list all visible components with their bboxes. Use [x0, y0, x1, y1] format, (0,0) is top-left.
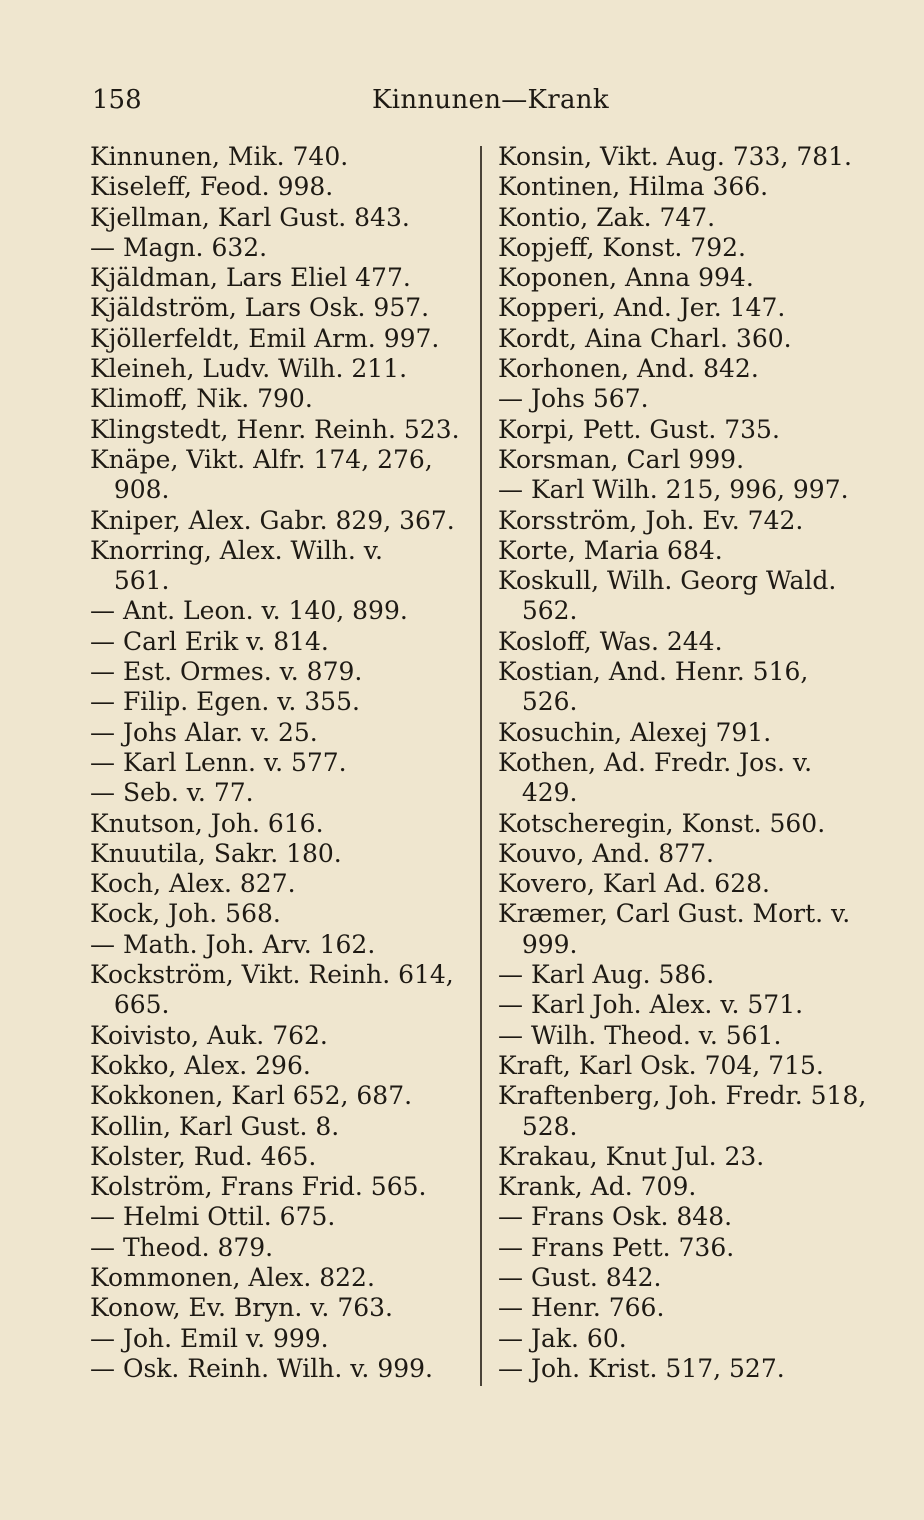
- index-entry: Kosuchin, Alexej 791.: [498, 717, 772, 747]
- index-entry: Knorring, Alex. Wilh. v.: [90, 535, 383, 565]
- index-entry: 526.: [498, 687, 578, 717]
- page-header: [92, 80, 868, 120]
- index-entry: 908.: [90, 475, 170, 505]
- index-entry: Knuutila, Sakr. 180.: [90, 838, 342, 868]
- index-entry: — Seb. v. 77.: [90, 778, 254, 808]
- index-entry: — Joh. Emil v. 999.: [90, 1323, 329, 1353]
- index-entry: Kontio, Zak. 747.: [498, 202, 716, 232]
- left-column: [90, 142, 462, 1384]
- index-entry: Kjäldman, Lars Eliel 477.: [90, 263, 411, 293]
- index-entry: — Math. Joh. Arv. 162.: [90, 929, 376, 959]
- index-entry: Kiseleff, Feod. 998.: [90, 172, 334, 202]
- index-entry: — Jak. 60.: [498, 1323, 627, 1353]
- index-entry: Korte, Maria 684.: [498, 535, 723, 565]
- running-head: Kinnunen—Krank: [372, 85, 609, 115]
- index-entry: Kokkonen, Karl 652, 687.: [90, 1081, 413, 1111]
- index-entry: — Gust. 842.: [498, 1262, 662, 1292]
- index-entry: Kosloff, Was. 244.: [498, 626, 723, 656]
- index-entry: 429.: [498, 778, 578, 808]
- index-entry: Kordt, Aina Charl. 360.: [498, 323, 792, 353]
- index-entry: — Henr. 766.: [498, 1293, 665, 1323]
- column-divider: [480, 146, 482, 1386]
- index-entry: Koponen, Anna 994.: [498, 263, 754, 293]
- index-entry: — Ant. Leon. v. 140, 899.: [90, 596, 408, 626]
- index-entry: Koch, Alex. 827.: [90, 869, 296, 899]
- index-entry: — Wilh. Theod. v. 561.: [498, 1020, 782, 1050]
- index-entry: Knutson, Joh. 616.: [90, 808, 324, 838]
- index-entry: — Magn. 632.: [90, 232, 268, 262]
- index-entry: — Karl Wilh. 215, 996, 997.: [498, 475, 849, 505]
- index-entry: Kopjeff, Konst. 792.: [498, 232, 746, 262]
- index-entry: Kjäldström, Lars Osk. 957.: [90, 293, 430, 323]
- index-entry: — Joh. Krist. 517, 527.: [498, 1353, 785, 1383]
- index-entry: Kock, Joh. 568.: [90, 899, 281, 929]
- index-entry: — Karl Joh. Alex. v. 571.: [498, 990, 804, 1020]
- index-entry: — Filip. Egen. v. 355.: [90, 687, 360, 717]
- index-entry: Koskull, Wilh. Georg Wald.: [498, 566, 837, 596]
- index-entry: Kovero, Karl Ad. 628.: [498, 869, 770, 899]
- index-entry: 528.: [498, 1111, 578, 1141]
- index-entry: — Frans Osk. 848.: [498, 1202, 733, 1232]
- index-entry: Klingstedt, Henr. Reinh. 523.: [90, 414, 460, 444]
- index-entry: Knäpe, Vikt. Alfr. 174, 276,: [90, 444, 433, 474]
- index-entry: — Johs Alar. v. 25.: [90, 717, 318, 747]
- index-entry: Korpi, Pett. Gust. 735.: [498, 414, 780, 444]
- index-entry: Kommonen, Alex. 822.: [90, 1262, 375, 1292]
- index-entry: Korsström, Joh. Ev. 742.: [498, 505, 804, 535]
- index-entry: — Est. Ormes. v. 879.: [90, 657, 363, 687]
- index-entry: Kotscheregin, Konst. 560.: [498, 808, 826, 838]
- index-entry: Kolström, Frans Frid. 565.: [90, 1172, 427, 1202]
- index-entry: Kokko, Alex. 296.: [90, 1050, 311, 1080]
- index-entry: 999.: [498, 929, 578, 959]
- index-entry: Kollin, Karl Gust. 8.: [90, 1111, 340, 1141]
- index-entry: Konow, Ev. Bryn. v. 763.: [90, 1293, 393, 1323]
- index-entry: Kockström, Vikt. Reinh. 614,: [90, 960, 454, 990]
- index-entry: Konsin, Vikt. Aug. 733, 781.: [498, 142, 853, 171]
- index-entry: 562.: [498, 596, 578, 626]
- index-entry: — Carl Erik v. 814.: [90, 626, 329, 656]
- index-entry: Kræmer, Carl Gust. Mort. v.: [498, 899, 851, 929]
- index-entry: Korhonen, And. 842.: [498, 354, 759, 384]
- index-entry: Kraft, Karl Osk. 704, 715.: [498, 1050, 824, 1080]
- index-entry: 665.: [90, 990, 170, 1020]
- index-entry: Kjellman, Karl Gust. 843.: [90, 202, 410, 232]
- index-entry: Krakau, Knut Jul. 23.: [498, 1141, 765, 1171]
- index-entry: Kontinen, Hilma 366.: [498, 172, 769, 202]
- index-entry: Kinnunen, Mik. 740.: [90, 142, 349, 171]
- index-entry: Kopperi, And. Jer. 147.: [498, 293, 786, 323]
- page-number: 158: [92, 85, 142, 115]
- index-entry: Koivisto, Auk. 762.: [90, 1020, 328, 1050]
- index-entry: — Theod. 879.: [90, 1232, 274, 1262]
- index-entry: Klimoff, Nik. 790.: [90, 384, 313, 414]
- index-entry: Kniper, Alex. Gabr. 829, 367.: [90, 505, 455, 535]
- index-entry: Kraftenberg, Joh. Fredr. 518,: [498, 1081, 867, 1111]
- index-entry: Kleineh, Ludv. Wilh. 211.: [90, 354, 408, 384]
- index-entry: Kostian, And. Henr. 516,: [498, 657, 809, 687]
- index-entry: — Osk. Reinh. Wilh. v. 999.: [90, 1353, 433, 1383]
- index-entry: — Karl Aug. 586.: [498, 960, 715, 990]
- index-entry: 561.: [90, 566, 170, 596]
- index-entry: Kjöllerfeldt, Emil Arm. 997.: [90, 323, 440, 353]
- index-entry: — Johs 567.: [498, 384, 649, 414]
- index-entry: — Frans Pett. 736.: [498, 1232, 735, 1262]
- index-entry: — Karl Lenn. v. 577.: [90, 747, 347, 777]
- index-entry: — Helmi Ottil. 675.: [90, 1202, 336, 1232]
- index-entry: Kouvo, And. 877.: [498, 838, 714, 868]
- index-entry: Kothen, Ad. Fredr. Jos. v.: [498, 747, 813, 777]
- index-entry: Korsman, Carl 999.: [498, 444, 745, 474]
- right-column: [498, 142, 878, 1384]
- index-entry: Krank, Ad. 709.: [498, 1172, 697, 1202]
- index-entry: Kolster, Rud. 465.: [90, 1141, 317, 1171]
